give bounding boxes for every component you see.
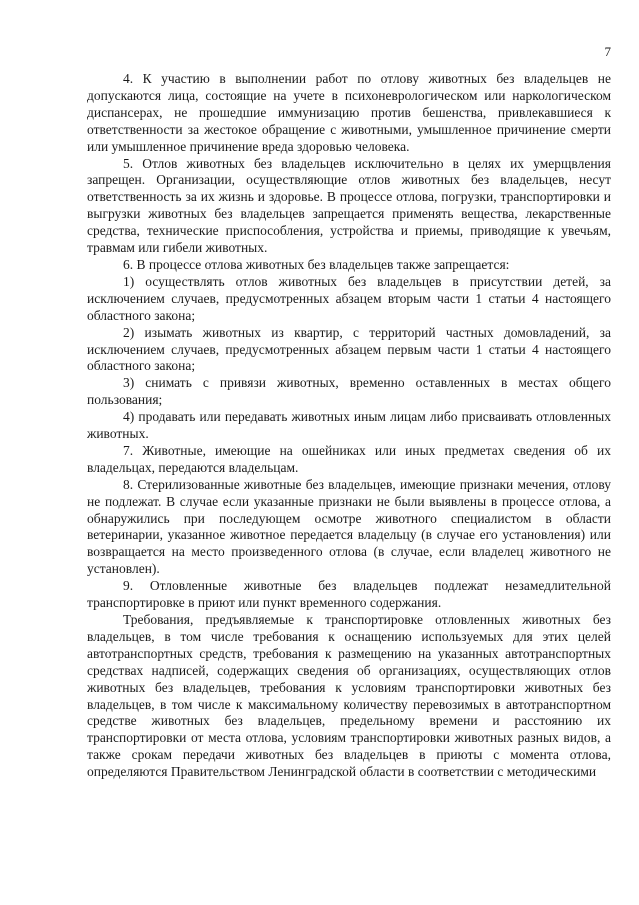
paragraph-4: 4. К участию в выполнении работ по отлову животных без владельцев не допускаются лица, состоящие на учете в психоневрологическом или наркологическом диспансерах, не прошедшие иммунизацию против бешенства, привлекавшиеся к ответственности за жестокое обращение с животными, умышленное причинение смерти или умышленное причинение вреда здоровью человека.: [87, 71, 611, 154]
document-body: [87, 71, 611, 781]
paragraph-5: 5. Отлов животных без владельцев исключительно в целях их умерщвления запрещен. Организации, осуществляющие отлов животных без владельцев, несут ответственность за их жизнь и здоровье. В процессе отлова, погрузки, транспортировки и выгрузки животных без владельцев запрещается применять вещества, лекарственные средства, технические приспособления, устройства и приемы, приводящие к увечьям, травмам или гибели животных.: [87, 155, 611, 256]
list-item-6-1: 1) осуществлять отлов животных без владельцев в присутствии детей, за исключением случаев, предусмотренных абзацем вторым части 1 статьи 4 настоящего областного закона;: [87, 273, 611, 323]
list-item-6-3: 3) снимать с привязи животных, временно оставленных в местах общего пользования;: [87, 375, 611, 408]
page-number: 7: [604, 44, 611, 59]
paragraph-6: 6. В процессе отлова животных без владельцев также запрещается:: [123, 256, 510, 272]
paragraph-8: 8. Стерилизованные животные без владельцев, имеющие признаки мечения, отлову не подлежат. В случае если указанные признаки не были выявлены в процессе отлова, а обнаружились при последующем осмотре животного специалистом в области ветеринарии, указанное животное передается владельцу (в случае его установления) или возвращается на место произведенного отлова (в случае, если владелец животного не установлен).: [87, 476, 611, 577]
paragraph-9-requirements: Требования, предъявляемые к транспортировке отловленных животных без владельцев, в том числе требования к оснащению используемых для этих целей автотранспортных средств, требования к размещению на указанных автотранспортных средствах надписей, содержащих сведения об организациях, осуществляющих отлов животных без владельцев, требования к условиям транспортировки животных без владельцев, в том числе к максимальному количеству перевозимых в автотранспортном средстве животных без владельцев, предельному времени и расстоянию их транспортировки от места отлова, условиям транспортировки животных разных видов, а также срокам передачи животных без владельцев в приюты с момента отлова, определяются Правительством Ленинградской области в соответствии с методическими: [87, 612, 611, 780]
list-item-6-4: 4) продавать или передавать животных иным лицам либо присваивать отловленных животных.: [87, 409, 611, 442]
paragraph-7: 7. Животные, имеющие на ошейниках или иных предметах сведения об их владельцах, передаются владельцам.: [87, 442, 611, 475]
paragraph-9: 9. Отловленные животные без владельцев подлежат незамедлительной транспортировке в приют или пункт временного содержания.: [87, 578, 611, 611]
list-item-6-2: 2) изымать животных из квартир, с территорий частных домовладений, за исключением случаев, предусмотренных абзацем первым части 1 статьи 4 настоящего областного закона;: [87, 324, 611, 374]
